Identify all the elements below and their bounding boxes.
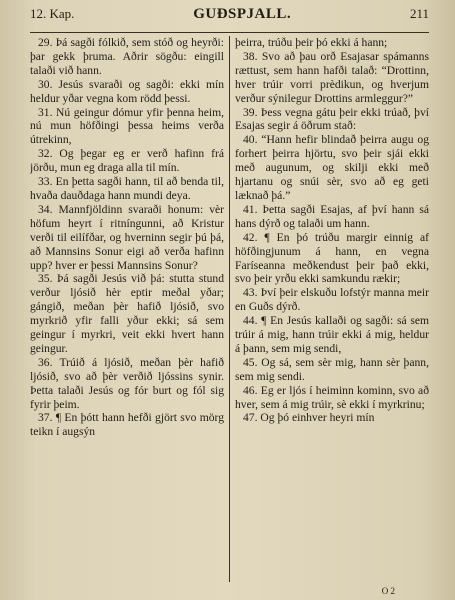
verse-paragraph: 29. Þá sagði fólkið, sem stóð og heyrði: þar gekk þruma. Aðrir sögðu: eingill talaði við hann. bbox=[30, 36, 224, 77]
text-columns bbox=[30, 36, 429, 582]
verse-paragraph: 39. Þess vegna gátu þeir ekki trúað, því Esajas segir á öðrum stað: bbox=[235, 105, 429, 133]
page-number: 211 bbox=[409, 6, 429, 21]
chapter-label: 12. Kap. bbox=[30, 6, 75, 21]
verse-paragraph: 40. “Hann hefir blindað þeirra augu og forhert þeirra hjörtu, svo þeir sjái ekki með augunum, og skilji ekki með hjartanu og snúi sèr, svo að eg geti læknað þá.” bbox=[235, 133, 429, 202]
page-title: GUÐSPJALL. bbox=[193, 6, 292, 22]
verse-paragraph: 31. Nú geingur dómur yfir þenna heim, nú mun höfðingi þessa heims verða útrekinn, bbox=[30, 105, 224, 147]
verse-paragraph: 45. Og sá, sem sèr mig, hann sèr þann, sem mig sendi. bbox=[235, 355, 429, 383]
header-rule bbox=[30, 32, 429, 33]
verse-paragraph: 32. Og þegar eg er verð hafinn frá jörðu, mun eg draga alla til mín. bbox=[30, 147, 224, 175]
verse-paragraph: 30. Jesús svaraði og sagði: ekki mín heldur yðar vegna kom rödd þessi. bbox=[30, 77, 224, 105]
verse-paragraph: 43. Því þeir elskuðu lofstýr manna meir en Guðs dýrð. bbox=[235, 286, 429, 314]
verse-paragraph: þeirra, trúðu þeir þó ekki á hann; bbox=[235, 36, 388, 49]
verse-paragraph: 36. Trúið á ljósið, meðan þèr hafið ljósið, svo að þèr verðið ljóssins synir. Þetta talaði Jesús og fór burt og fól sig fyrir þeim. bbox=[30, 355, 224, 411]
verse-paragraph: 38. Svo að þau orð Esajasar spámanns rættust, sem hann hafði talað: “Drottinn, hver trúir vorri prèdikun, og hverjum verður sýnilegur Drottins armleggur?” bbox=[235, 49, 429, 105]
verse-paragraph: 44. ¶ En Jesús kallaði og sagði: sá sem trúir á mig, hann trúir ekki á mig, heldur á þann, sem mig sendi, bbox=[235, 314, 429, 355]
verse-paragraph: 47. Og þó einhver heyri mín bbox=[243, 411, 375, 425]
verse-paragraph: 37. ¶ En þótt hann hefði gjört svo mörg teikn í augsýn bbox=[30, 411, 224, 439]
verse-paragraph: 35. Þá sagði Jesús við þá: stutta stund verður ljósið hèr eptir meðal yðar; gángið, meðan þèr hafið ljósið, svo myrkrið yfir falli yður ekki; sá sem geingur í myrkri, veit ekki hvert hann geingur. bbox=[30, 272, 224, 355]
verse-paragraph: 33. En þetta sagði hann, til að benda til, hvaða dauðdaga hann mundi deya. bbox=[30, 175, 224, 202]
left-column bbox=[30, 36, 229, 582]
right-column bbox=[229, 36, 429, 582]
verse-paragraph: 41. Þetta sagði Esajas, af því hann sá hans dýrð og talaði um hann. bbox=[235, 202, 429, 230]
verse-paragraph: 34. Mannfjöldinn svaraði honum: vèr höfum heyrt í ritníngunni, að Kristur verði til eilífðar, og hverninn segir þú þá, að Mannsins Sonur eigi að verða hafinn upp? hver er þessi Mannsins Sonur? bbox=[30, 202, 224, 272]
signature-mark: O 2 bbox=[381, 586, 395, 596]
verse-paragraph: 42. ¶ En þó trúðu margir einnig af höfðingjunum á hann, en vegna Faríseanna meðkendust þeir það ekki, svo þeir yrðu ekki samkundu rækir; bbox=[235, 230, 429, 286]
verse-paragraph: 46. Eg er ljós í heiminn kominn, svo að hver, sem á mig trúir, sè ekki í myrkrinu; bbox=[235, 383, 429, 411]
running-header bbox=[30, 6, 429, 28]
